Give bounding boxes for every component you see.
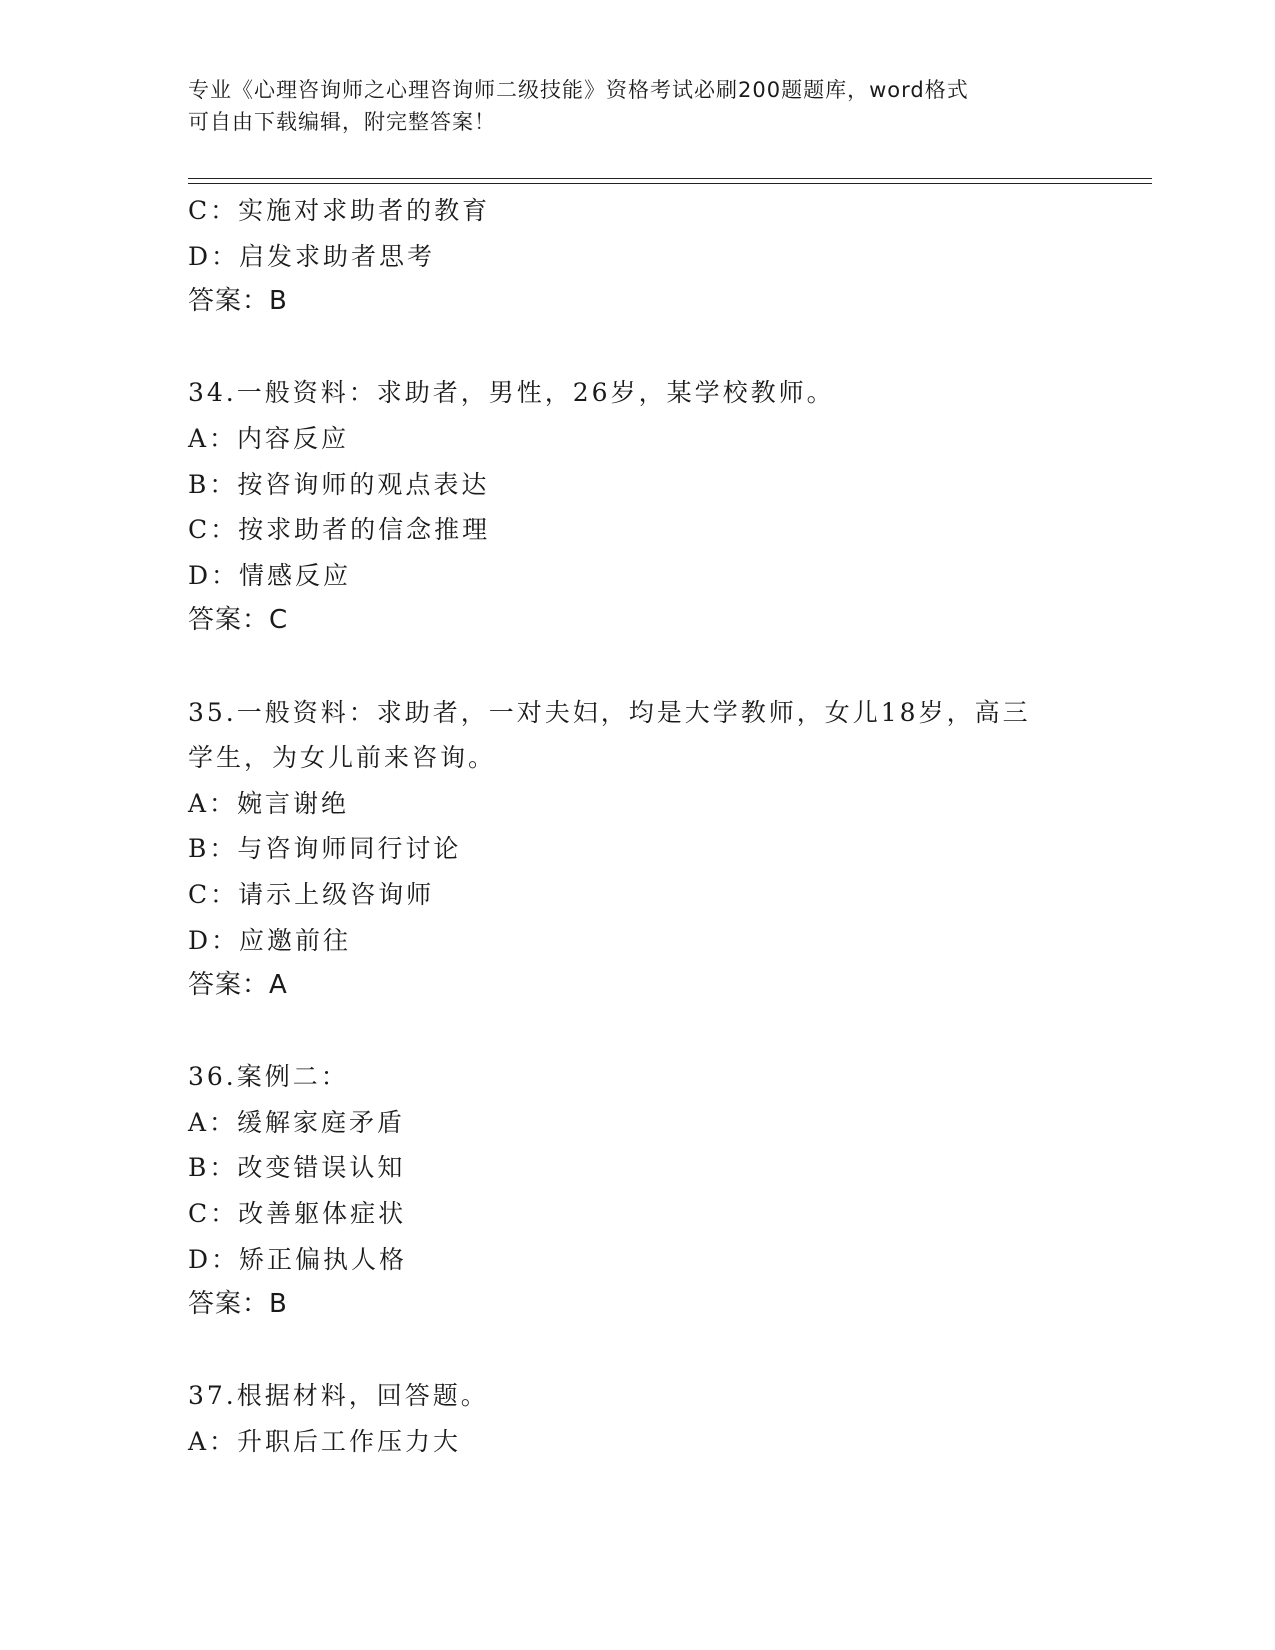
question-block [188, 690, 1088, 1009]
option-line: B：按咨询师的观点表达 [188, 469, 490, 499]
question-stem-continued: 学生，为女儿前来咨询。 [188, 743, 497, 773]
option-line: C：按求助者的信念推理 [188, 515, 491, 545]
option-line: A：婉言谢绝 [188, 788, 350, 818]
answer-line: 答案：B [188, 1289, 288, 1320]
option-line: D：启发求助者思考 [188, 241, 436, 271]
option-line: C：实施对求助者的教育 [188, 196, 491, 225]
header-line-2: 可自由下载编辑，附完整答案！ [188, 110, 496, 134]
header-rule-top [188, 178, 1152, 179]
option-line: D：矫正偏执人格 [188, 1244, 408, 1274]
answer-line: 答案：C [188, 605, 289, 636]
header-rule-bottom [188, 183, 1152, 184]
question-block [188, 188, 1088, 325]
question-stem: 34.一般资料：求助者，男性，26岁，某学校教师。 [188, 378, 835, 408]
question-list [188, 188, 1088, 1465]
question-block [188, 1373, 1088, 1464]
option-line: B：与咨询师同行讨论 [188, 834, 462, 864]
option-line: D：情感反应 [188, 560, 352, 590]
answer-line: 答案：A [188, 970, 288, 1001]
option-line: D：应邀前往 [188, 925, 352, 955]
option-line: A：缓解家庭矛盾 [188, 1107, 406, 1137]
question-block [188, 370, 1088, 644]
option-line: B：改变错误认知 [188, 1153, 406, 1183]
option-line: C：请示上级咨询师 [188, 879, 435, 909]
question-block [188, 1054, 1088, 1328]
question-stem: 37.根据材料，回答题。 [188, 1381, 489, 1411]
option-line: A：内容反应 [188, 423, 350, 453]
option-line: C：改善躯体症状 [188, 1199, 407, 1229]
page-header [188, 74, 1068, 138]
option-line: A：升职后工作压力大 [188, 1427, 462, 1457]
answer-line: 答案：B [188, 286, 288, 317]
header-line-1: 专业《心理咨询师之心理咨询师二级技能》资格考试必刷200题题库，word格式 [188, 78, 969, 102]
question-stem: 36.案例二： [188, 1062, 349, 1092]
question-stem: 35.一般资料：求助者，一对夫妇，均是大学教师，女儿18岁，高三 [188, 697, 1031, 727]
